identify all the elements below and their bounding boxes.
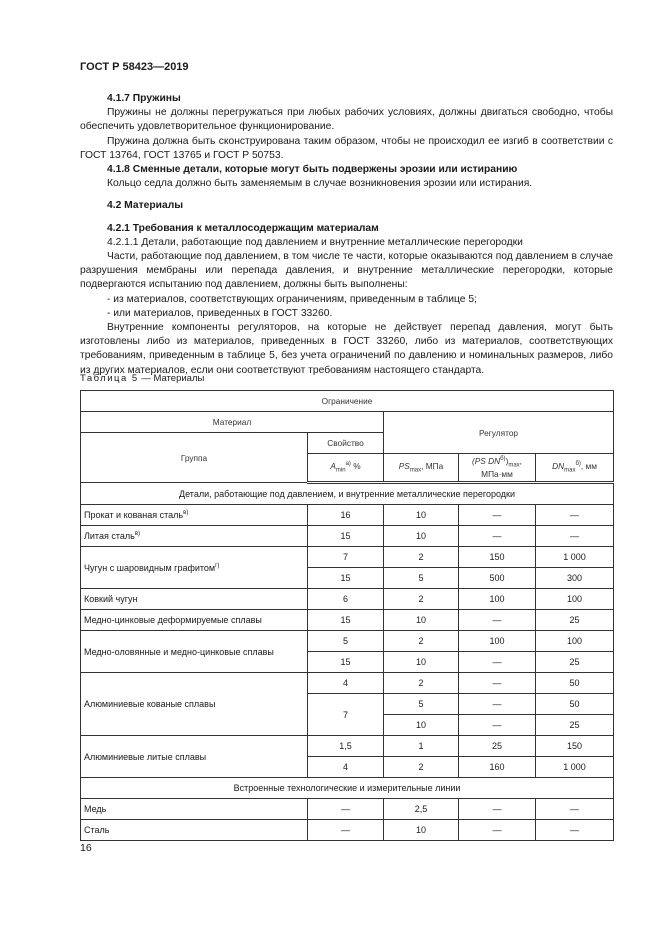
cell-psmax: 2 (384, 757, 459, 778)
section-row (81, 483, 614, 505)
cell-psmax: 5 (384, 568, 459, 589)
group-name (81, 589, 308, 610)
header-material: Материал (81, 412, 384, 433)
cell-amin: 4 (308, 757, 384, 778)
cell-psmax: 10 (384, 610, 459, 631)
cell-psmax: 10 (384, 505, 459, 526)
table-row (81, 526, 614, 547)
header-psdn-max: (PS $DN^{б)})_{max}$, МПа·мм (459, 454, 536, 483)
table-row (81, 610, 614, 631)
section-heading: 4.2 Материалы (107, 200, 184, 212)
group-name (81, 526, 308, 547)
header-limit: Ограничение (81, 391, 614, 412)
cell-dnmax: — (536, 820, 614, 841)
cell-psmax: 10 (384, 652, 459, 673)
cell-dnmax: 25 (536, 715, 614, 736)
table-row (81, 505, 614, 526)
cell-amin: 6 (308, 589, 384, 610)
cell-psmax: 10 (384, 715, 459, 736)
paragraph: Пружины не должны перегружаться при любых рабочих условиях, должны двигаться свободно, чтобы обеспечить удовлетворительное функционирование. (80, 107, 613, 133)
paragraph: Кольцо седла должно быть заменяемым в случае возникновения эрозии или истирания. (107, 178, 533, 190)
group-name (81, 610, 308, 631)
document-header: ГОСТ Р 58423—2019 (80, 61, 189, 73)
cell-dnmax: 100 (536, 631, 614, 652)
body-text (80, 92, 613, 378)
header-group: Группа (81, 433, 308, 483)
header-property: Свойство (308, 433, 384, 454)
cell-psdn-max: — (459, 799, 536, 820)
cell-psdn-max: — (459, 610, 536, 631)
header-psmax: $PS_{max}$, МПа (384, 454, 459, 483)
cell-psdn-max: — (459, 505, 536, 526)
header-amin: $A_{min}^{а)}$ % (308, 454, 384, 483)
cell-amin: 4 (308, 673, 384, 694)
header-dnmax: $DN_{max}^{б)}$, мм (536, 454, 614, 483)
footnote-ref: в) (183, 510, 189, 516)
cell-dnmax: 150 (536, 736, 614, 757)
group-label: Прокат и кованая сталь (84, 510, 184, 520)
cell-psmax: 2 (384, 547, 459, 568)
section-row (81, 778, 614, 799)
cell-amin: 15 (308, 526, 384, 547)
cell-dnmax: — (536, 505, 614, 526)
cell-psmax: 10 (384, 820, 459, 841)
caption-prefix: Таблица 5 (80, 373, 139, 384)
paragraph: Пружина должна быть сконструирована таким образом, чтобы не происходил ее изгиб в соответствии с ГОСТ 13764, ГОСТ 13765 и ГОСТ Р 50753. (80, 135, 613, 161)
cell-amin: — (308, 820, 384, 841)
section-heading: 4.1.8 Сменные детали, которые могут быть подвержены эрозии или истиранию (107, 164, 518, 176)
table-caption (80, 373, 204, 384)
table-row (81, 631, 614, 652)
table-row (81, 820, 614, 841)
table-row (81, 589, 614, 610)
group-name (81, 799, 308, 820)
cell-dnmax: 1 000 (536, 547, 614, 568)
page-number: 16 (80, 842, 92, 854)
group-name (81, 547, 308, 589)
section-title: Детали, работающие под давлением, и внутренние металлические перегородки (81, 483, 614, 505)
cell-psdn-max: — (459, 526, 536, 547)
group-name (81, 736, 308, 778)
cell-dnmax: 300 (536, 568, 614, 589)
footnote-ref: г) (215, 562, 220, 569)
paragraph: 4.2.1.1 Детали, работающие под давлением и внутренние металлические перегородки (107, 236, 523, 248)
cell-psdn-max: 100 (459, 631, 536, 652)
cell-dnmax: 100 (536, 589, 614, 610)
cell-psmax: 10 (384, 526, 459, 547)
cell-amin: 15 (308, 610, 384, 631)
paragraph: Внутренние компоненты регуляторов, на которые не действует перепад давления, могут быть изготовлены либо из материалов, приведенных в ГОСТ 33260, либо из материалов, соответствующих требованиям, приведенным в таблице 5, без учета ограничений по давлению и номинальных размеров, либо из других материалов, если они соответствуют требованиям настоящего стандарта. (80, 322, 613, 376)
cell-amin: 15 (308, 652, 384, 673)
paragraph: - из материалов, соответствующих ограничениям, приведенным в таблице 5; (107, 293, 477, 305)
cell-amin: 7 (308, 547, 384, 568)
cell-dnmax: 50 (536, 694, 614, 715)
cell-dnmax: 50 (536, 673, 614, 694)
cell-dnmax: — (536, 799, 614, 820)
cell-psdn-max: — (459, 715, 536, 736)
cell-psdn-max: 150 (459, 547, 536, 568)
cell-psdn-max: 25 (459, 736, 536, 757)
group-label: Медно-оловянные и медно-цинковые сплавы (84, 646, 274, 657)
group-label: Медно-цинковые деформируемые сплавы (84, 615, 262, 625)
cell-psdn-max: — (459, 673, 536, 694)
cell-dnmax: 25 (536, 610, 614, 631)
section-heading: 4.1.7 Пружины (107, 93, 181, 104)
spacer (80, 191, 613, 199)
cell-psdn-max: 100 (459, 589, 536, 610)
caption-title: — Материалы (141, 373, 205, 384)
paragraph: Части, работающие под давлением, в том числе те части, которые оказываются под давлением в случае разрушения мембраны или перепада давления, и внутренние металлические перегородки, которые подвергаются испытанию под давлением, должны быть выполнены: (80, 251, 613, 291)
table-row (81, 799, 614, 820)
group-name (81, 673, 308, 736)
cell-psdn-max: — (459, 652, 536, 673)
group-name (81, 631, 308, 673)
cell-dnmax: 25 (536, 652, 614, 673)
section-heading: 4.2.1 Требования к металлосодержащим материалам (107, 222, 379, 234)
cell-psmax: 2,5 (384, 799, 459, 820)
materials-table (80, 390, 614, 841)
group-name (81, 820, 308, 841)
group-label: Чугун с шаровидным графитом (84, 562, 216, 573)
section-title: Встроенные технологические и измерительные линии (81, 778, 614, 799)
cell-psdn-max: 160 (459, 757, 536, 778)
cell-psmax: 2 (384, 589, 459, 610)
group-label: Медь (84, 804, 107, 814)
group-name (81, 505, 308, 526)
cell-psmax: 2 (384, 673, 459, 694)
table-row (81, 736, 614, 757)
table-row (81, 673, 614, 694)
cell-psdn-max: 500 (459, 568, 536, 589)
group-label: Сталь (84, 825, 110, 835)
cell-psmax: 2 (384, 631, 459, 652)
cell-amin: 16 (308, 505, 384, 526)
cell-psmax: 5 (384, 694, 459, 715)
group-label: Литая сталь (84, 531, 135, 541)
footnote-ref: в) (134, 531, 140, 537)
group-label: Ковкий чугун (84, 594, 138, 604)
group-label: Алюминиевые кованые сплавы (84, 699, 216, 709)
cell-amin: 1,5 (308, 736, 384, 757)
cell-dnmax: 1 000 (536, 757, 614, 778)
cell-amin: 15 (308, 568, 384, 589)
header-regulator: Регулятор (384, 412, 614, 454)
cell-amin: 7 (308, 694, 384, 736)
paragraph: - или материалов, приведенных в ГОСТ 33260. (107, 307, 333, 319)
cell-dnmax: — (536, 526, 614, 547)
cell-psdn-max: — (459, 694, 536, 715)
cell-psmax: 1 (384, 736, 459, 757)
group-label: Алюминиевые литые сплавы (84, 751, 207, 762)
cell-amin: — (308, 799, 384, 820)
cell-amin: 5 (308, 631, 384, 652)
cell-psdn-max: — (459, 820, 536, 841)
table-row (81, 547, 614, 568)
spacer (80, 214, 613, 222)
